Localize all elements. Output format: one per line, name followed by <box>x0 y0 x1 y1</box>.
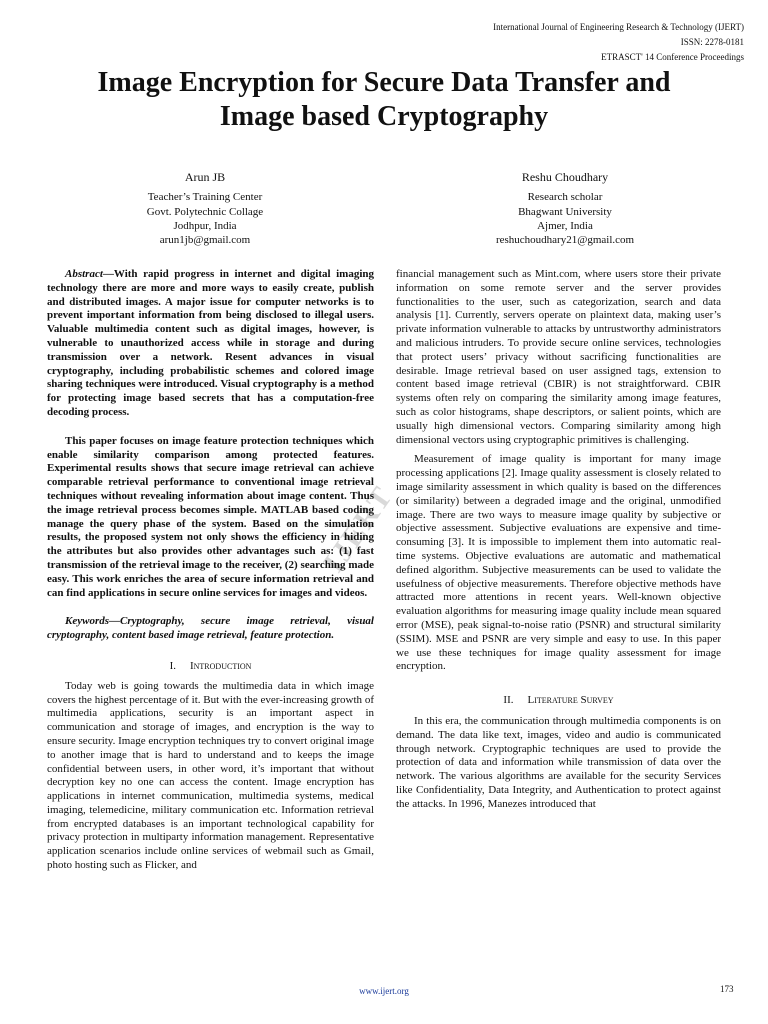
author-location: Jodhpur, India <box>173 219 237 232</box>
keywords-text: Cryptography, secure image retrieval, visual cryptography, content based image retrieval, feature protection. <box>47 615 374 642</box>
author-email: arun1jb@gmail.com <box>159 234 251 247</box>
section-heading-introduction <box>47 660 374 674</box>
author-location: Ajmer, India <box>537 219 593 232</box>
watermark: IJERT <box>316 479 400 579</box>
section-title: Introduction <box>189 659 252 672</box>
abstract-label: Abstract <box>65 268 103 280</box>
abstract-paragraph-2: This paper focuses on image feature protection techniques which enable similarity comparison among protected features. Experimental results shows that secure image retrieval can achieve comparable retrieval performance to conventional image retrieval techniques without revealing information about image content. Thus the image retrieval process becomes simple. MATLAB based coding manage the query phase of the system. Based on the simulation results, the proposed system not only shows the efficiency in hiding the attributes but also provides other advantages such as: (1) fast transmission of the retrieval image to the receiver, (2) searching made easy. This work enriches the area of secure information retrieval and can find applications in secure online services for images and videos. <box>47 434 374 599</box>
footer-url-link[interactable]: www.ijert.org <box>359 986 409 996</box>
author-name: Reshu Choudhary <box>521 170 609 184</box>
section-heading-literature-survey <box>396 694 721 708</box>
keywords-label: Keywords— <box>65 615 120 628</box>
author-2 <box>415 170 715 247</box>
keywords <box>47 615 374 643</box>
title-line-2: Image based Cryptography <box>219 101 549 132</box>
journal-header <box>493 22 744 63</box>
abstract-text: With rapid progress in internet and digital imaging technology there are more and more ways to easily create, publish and distributed images. A major issue for computer networks is to prevent important information from being disclosed to illegal users. Valuable multimedia content such as digital images, however, is vulnerable to unauthorized access while in storage and during transmission over a network. Resent advances in visual cryptography, including probabilistic schemes and colored image sharing techniques were introduced. Visual cryptography is a method for protecting image based secrets that has a computation-free decoding process. <box>47 268 374 418</box>
left-column <box>47 268 374 873</box>
paper-title <box>20 66 748 134</box>
conference-name: ETRASCT' 14 Conference Proceedings <box>601 52 744 62</box>
author-affiliation: Govt. Polytechnic Collage <box>146 205 264 218</box>
body-paragraph: In this era, the communication through multimedia components is on demand. The data like text, images, video and audio is communicated through network. Cryptographic techniques are used to provide the protection of data and information while transmission of data over the network. The various algorithms are available for the security Services like Confidentiality, Data Integrity, and Authentication to protect against the attacks. In 1996, Manezes introduced that <box>396 714 721 810</box>
author-name: Arun JB <box>184 170 226 184</box>
title-line-1: Image Encryption for Secure Data Transfer and <box>97 67 671 98</box>
body-paragraph: Measurement of image quality is important for many image processing applications [2]. Image quality assessment is closely related to image similarity assessment in which quality is based on the differences (or similarity) between a degraded image and the original, unmodified image. There are two ways to measure image quality by subjective or objective assessment. Subjective evaluations are expensive and time-consuming [3]. It is impossible to implement them into automatic real-time systems. Objective evaluations are automatic and mathematical defined algorithm. Subjective measurements can be used to validate the usefulness of objective measurements. Therefore objective methods have attracted more attentions in recent years. Well-known objective evaluation algorithms for measuring image quality include mean squared error (MSE), peak signal-to-noise ratio (PSNR) and structural similarity (SSIM). MSE and PSNR are very simple and easy to use. In this paper we use these techniques for image quality assessment for image encryption. <box>396 453 721 673</box>
journal-name: International Journal of Engineering Research & Technology (IJERT) <box>493 22 744 32</box>
right-column <box>396 268 721 811</box>
issn: ISSN: 2278-0181 <box>680 37 744 47</box>
abstract <box>47 268 374 420</box>
section-title: Literature Survey <box>527 694 614 707</box>
abstract-dash: — <box>102 268 114 280</box>
body-paragraph: financial management such as Mint.com, where users store their private information on some remote server and the server provides functionalities to the user, such as categorization, search and data analysis [1]. Currently, servers operate on plaintext data, making user’s private information vulnerable to attacks by untrustworthy administrators and malicious intruders. To provide secure online services, technologies that protect users’ privacy without sacrificing functionalities are desirable. Image retrieval based on user assigned tags, extension to content based image retrieval (CBIR) is not straightforward. CBIR systems often rely on comparing the similarity among image features, such as color histograms, shape descriptors, or salient points, which are usually high dimensional vectors. Comparing similarity among high dimensional vectors using cryptographic primitives is challenging. <box>396 268 721 446</box>
section-number: I. <box>169 659 176 672</box>
page-number: 173 <box>720 984 734 994</box>
author-email: reshuchoudhary21@gmail.com <box>495 234 635 247</box>
section-number: II. <box>503 694 514 707</box>
author-1 <box>55 170 355 247</box>
introduction-paragraph: Today web is going towards the multimedia data in which image covers the highest percentage of it. But with the ever-increasing growth of multimedia applications, security is an important aspect in communication and storage of images, and encryption is the way to ensure security. Image encryption techniques try to convert original image to another image that is hard to understand and to keeps the image confidential between users, in other word, it’s important that without decryption key no one can access the content. Image encryption has applications in internet communication, multimedia systems, medical imaging, telemedicine, military communication etc. Information retrieval from encrypted databases is an important technological capability for privacy protection in multiparty information management. Representative application scenarios include online services of webmail such as Gmail, photo hosting such as Flicker, and <box>47 679 374 872</box>
author-affiliation: Bhagwant University <box>518 205 612 218</box>
author-affiliation: Research scholar <box>527 191 603 204</box>
author-affiliation: Teacher’s Training Center <box>147 191 263 204</box>
